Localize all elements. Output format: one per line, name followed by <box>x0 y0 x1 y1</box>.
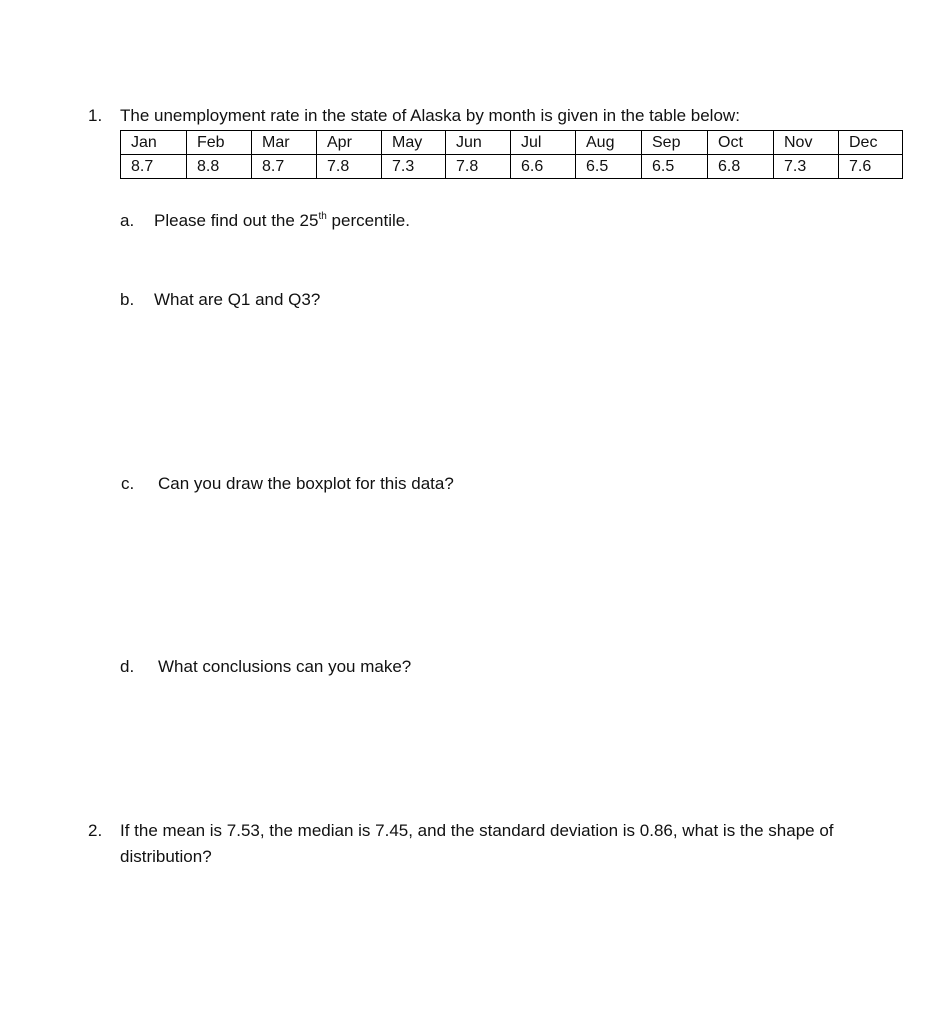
rate-cell: 7.3 <box>774 155 839 179</box>
part-d-question: What conclusions can you make? <box>158 657 412 676</box>
table-value-row <box>121 155 903 179</box>
part-b-label: b. <box>120 290 135 309</box>
table-header-row <box>121 131 903 155</box>
rate-cell: 8.8 <box>187 155 252 179</box>
question-1-prompt: The unemployment rate in the state of Alaska by month is given in the table below: <box>120 106 740 125</box>
question-2-text-line2: distribution? <box>120 847 212 866</box>
month-cell: Dec <box>839 131 903 155</box>
rate-cell: 7.8 <box>317 155 382 179</box>
month-cell: Oct <box>708 131 774 155</box>
part-a-label: a. <box>120 211 135 230</box>
month-cell: May <box>382 131 446 155</box>
month-cell: Feb <box>187 131 252 155</box>
rate-cell: 8.7 <box>121 155 187 179</box>
month-cell: Jul <box>511 131 576 155</box>
rate-cell: 7.3 <box>382 155 446 179</box>
rate-cell: 7.8 <box>446 155 511 179</box>
part-a-superscript: th <box>318 211 327 222</box>
month-cell: Aug <box>576 131 642 155</box>
month-cell: Mar <box>252 131 317 155</box>
question-2-number: 2. <box>88 821 103 840</box>
rate-cell: 6.8 <box>708 155 774 179</box>
part-c-question: Can you draw the boxplot for this data? <box>158 474 454 493</box>
part-b-question: What are Q1 and Q3? <box>154 290 321 309</box>
part-c-label: c. <box>121 474 135 493</box>
part-a-text-end: percentile. <box>326 211 410 230</box>
part-a-question <box>154 211 410 231</box>
question-2-text-line1: If the mean is 7.53, the median is 7.45, and the standard deviation is 0.86, what is the shape of <box>120 821 834 840</box>
rate-cell: 7.6 <box>839 155 903 179</box>
rate-cell: 6.5 <box>642 155 708 179</box>
month-cell: Nov <box>774 131 839 155</box>
month-cell: Sep <box>642 131 708 155</box>
rate-cell: 6.6 <box>511 155 576 179</box>
rate-cell: 6.5 <box>576 155 642 179</box>
part-a-text: Please find out the 25 <box>154 211 319 230</box>
month-cell: Apr <box>317 131 382 155</box>
month-cell: Jun <box>446 131 511 155</box>
unemployment-table <box>120 130 903 179</box>
question-1-number: 1. <box>88 106 103 125</box>
month-cell: Jan <box>121 131 187 155</box>
part-d-label: d. <box>120 657 135 676</box>
rate-cell: 8.7 <box>252 155 317 179</box>
